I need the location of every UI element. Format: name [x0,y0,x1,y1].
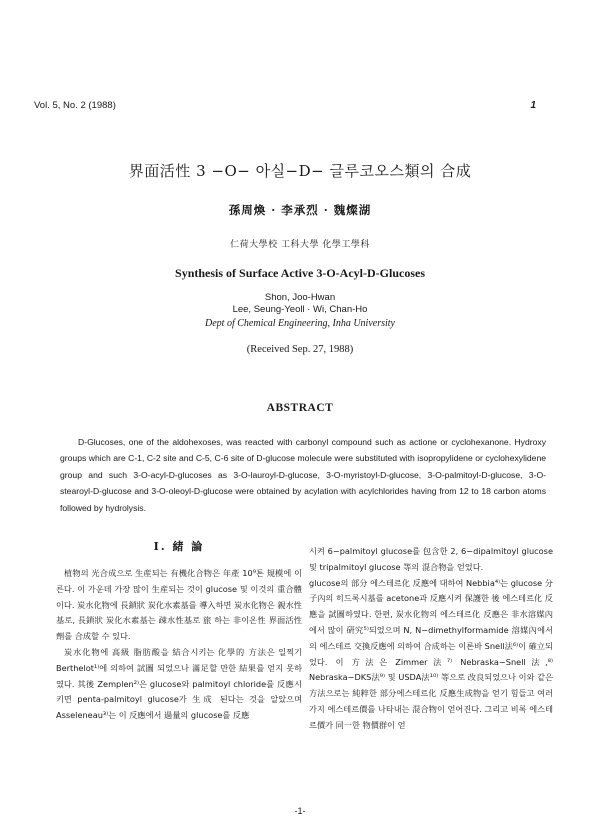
header-page-number: 1 [530,100,536,111]
abstract-text: D-Glucoses, one of the aldohexoses, was reacted with carbonyl compound such as actione or cyclohexanone. Hydroxy groups which are C-1, C-2 site and C-5, C-6 site of D-glucose molecule were substituted with isopropylidene or cyclohexylidene group and such 3-O-acyl-D-glucoses as 3-O-lauroyl-D-glucose, 3-O-myristoyl-D-glucose, 3-O-palmitoyl-D-glucose, 3-O-stearoyl-D-glucose and 3-O-oleoyl-D-glucose were obtained by acylation with acylchlorides having from 12 to 18 carbon atoms followed by hydrolysis. [60,437,546,513]
affiliation-korean: 仁荷大學校 工科大學 化學工學科 [230,240,370,250]
section-heading-introduction: Ⅰ. 緒 論 [153,540,205,553]
intro-paragraph-3: 시켜 6−palmitoyl glucose를 包含한 2, 6−dipalmitoyl glucose 및 tripalmitoyl glucose 等의 混合物을 얻었다. [309,546,553,572]
abstract-heading: ABSTRACT [266,402,334,414]
author-english-line2: Lee, Seung-Yeoll · Wi, Chan-Ho [232,304,368,315]
footer-page-number: -1- [294,806,306,816]
body-column-left [56,566,302,724]
authors-korean: 孫周煥 · 李承烈 · 魏燦湖 [228,203,372,217]
intro-paragraph-4: glucose의 部分 에스테르化 反應에 대하여 Nebbia⁴⁾는 glucose 分子內의 히드록시基를 acetone과 反應시켜 保護한 後 에스테르化 反應을 試圖하였다. 한편, 炭水化物의 에스테르化 反應은 非水溶媒內에서 많이 硏究⁵⁾되었으며 N, N−dimethylformamide 溶媒內에서의 에스테르 交換反應에 의하여 合成하는 이론바 Snell法⁶⁾이 確立되었다. 이 方法은 Zimmer法⁷⁾ Nebraska−Snell法,⁸⁾ Nebraska−DKS法⁹⁾ 및 USDA法¹⁰⁾ 等으로 改良되었으나 이와 같은 方法으로는 純粹한 部分에스테르化 反應生成物을 얻기 힘들고 여러 가지 에스테르價를 나타내는 混合物이 얻어진다. 그리고 비록 에스테르價가 同一한 物價群이 얻 [309,577,553,730]
title-english: Synthesis of Surface Active 3-O-Acyl-D-Glucoses [175,266,425,280]
department: Dept of Chemical Engineering, Inha University [205,318,395,329]
received-date: (Received Sep. 27, 1988) [246,344,354,355]
intro-paragraph-2: 炭水化物에 高級 脂肪酸을 結合시키는 化學的 方法은 일찍기 Berthelot¹⁾에 의하여 試圖 되었으나 滿足할 만한 結果를 얻지 못하였다. 其後 Zemplen²⁾은 glucose와 palmitoyl chloride를 反應시키면 penta-palmitoyl glucose가 生成 된다는 것을 알았으며 Asseleneau³⁾는 이 反應에서 過量의 glucose를 反應 [56,646,302,721]
intro-paragraph-1: 植物의 光合成으로 生産되는 有機化合物은 年產 10⁹톤 規模에 이른다. 이 가운데 가장 많이 生産되는 것이 glucose 및 이것의 重合體이다. 炭水化物에 長鎖狀 炭化水素基를 導入하면 炭水化物은 親水性基로, 長鎖狀 炭化水素基는 疎水性基로 旅 하는 非이온性 界面活性劑를 合成할 수 있다. [56,568,302,642]
body-column-right [309,544,553,734]
title-korean: 界面活性 3 −O− 아실−D− 글루코오스類의 合成 [128,162,472,180]
journal-volume: Vol. 5, No. 2 (1988) [34,100,116,111]
author-english-line1: Shon, Joo-Hwan [264,292,336,303]
